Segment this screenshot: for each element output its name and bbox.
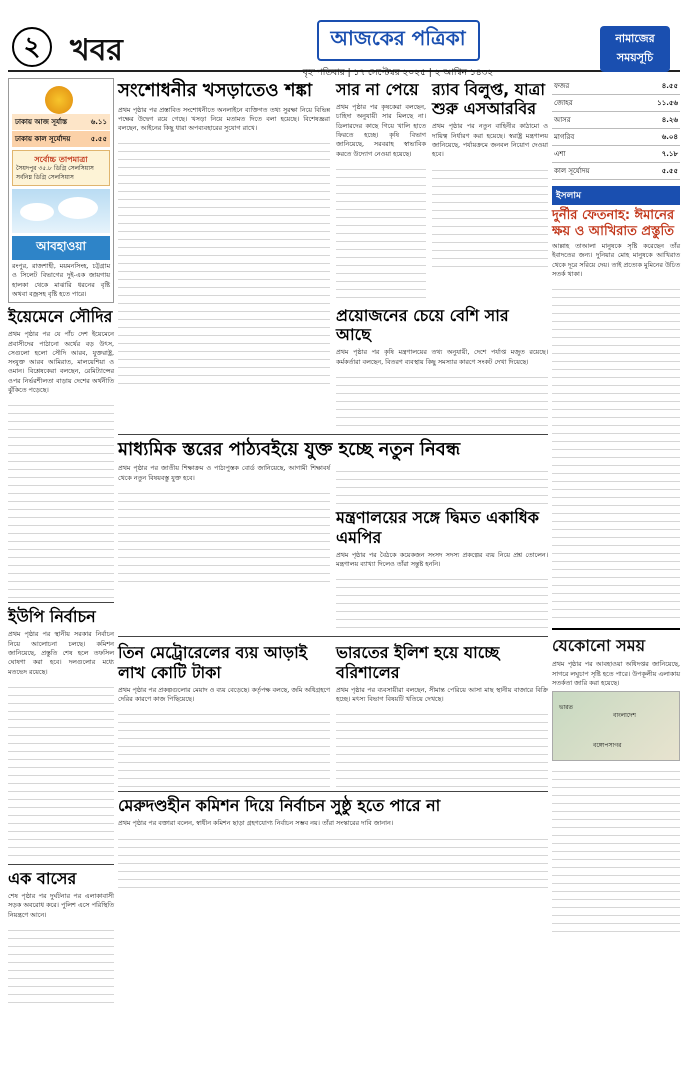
story-text-filler (336, 464, 548, 504)
story-text-filler (336, 572, 548, 632)
story-heading[interactable]: মন্ত্রণালয়ের সঙ্গে দ্বিমত একাধিক এমপির (336, 508, 539, 547)
issue-date: বৃহস্পতিবার | ১৭ সেপ্টেম্বর ২০২৫ | ২ আশ্বিন ১৪৩২ (302, 68, 494, 78)
masthead (8, 20, 680, 78)
sunset-row: ঢাকায় আজ সূর্যাস্ত ৬.১১ (12, 114, 110, 130)
story-heading[interactable]: যেকোনো সময় (552, 628, 680, 660)
prayer-row: মাগরিব ৬.০৪ (552, 129, 680, 146)
story-text: প্রথম পৃষ্ঠার পর আবহাওয়া অধিদপ্তর জানিয়েছে, সাগরে লঘুচাপ সৃষ্টি হতে পারে। উপকূলীয় এলাকায় সতর্কতা জারি করা হয়েছে। (552, 660, 680, 687)
story-text: প্রথম পৃষ্ঠার পর কৃষি মন্ত্রণালয়ের তথ্য অনুযায়ী, দেশে পর্যাপ্ত মজুত রয়েছে। কর্মকর্তারা বলছেন, বিতরণ ব্যবস্থায় কিছু সমস্যার কারণে সংকট দেখা দিয়েছে। (336, 348, 548, 366)
story-text-filler (336, 370, 548, 430)
prayer-row: আসর ৪.২৬ (552, 112, 680, 129)
story-text-filler (8, 398, 114, 598)
story-text: প্রথম পৃষ্ঠার পর কৃষকেরা বলছেন, চাহিদা অনুযায়ী সার মিলছে না। ডিলারদের কাছে গিয়ে খালি হাতে ফিরতে হচ্ছে। কৃষি বিভাগ জানিয়েছে, সরবরাহ স্বাভাবিক করতে উদ্যোগ নেওয়া হয়েছে। (336, 103, 426, 158)
brand (298, 20, 498, 80)
story-text: প্রথম পৃষ্ঠার পর যে পাঁচ দেশ ইয়েমেনে প্রবাসীদের পাঠানো অর্থের বড় উৎস, সেগুলো হলো সৌদি আরব, যুক্তরাষ্ট্র, সংযুক্ত আরব আমিরাত, মালয়েশিয়া ও ওমান। বিশ্লেষকেরা বলছেন, রেমিট্যান্সের ওপর নির্ভরশীলতা বাড়ায় দেশের অর্থনীতি ঝুঁকিতে পড়েছে। (8, 330, 114, 394)
story-text: শেষ পৃষ্ঠার পর দুর্ঘটনার পর এলাকাবাসী সড়ক অবরোধ করে। পুলিশ এসে পরিস্থিতি নিয়ন্ত্রণে আনে। (8, 892, 114, 919)
right-column (552, 78, 680, 934)
story-text: প্রথম পৃষ্ঠার পর নতুন বাহিনীর কাঠামো ও দায়িত্ব নির্ধারণ করা হয়েছে। স্বরাষ্ট্র মন্ত্রণালয় জানিয়েছে, পর্যায়ক্রমে জনবল নিয়োগ দেওয়া হবে। (432, 122, 548, 159)
prayer-row: কাল সূর্যোদয় ৫.৫৫ (552, 163, 680, 180)
islam-text: আল্লাহ তাআলা মানুষকে সৃষ্টি করেছেন তাঁর ইবাদতের জন্য। দুনিয়ার মোহ মানুষকে আখিরাত থেকে দূরে সরিয়ে দেয়। তাই প্রত্যেক মুমিনের উচিত সতর্ক থাকা। (552, 242, 680, 279)
prayer-row: এশা ৭.১৮ (552, 146, 680, 163)
islam-section-tag: ইসলাম (552, 186, 680, 205)
cloud-icon (12, 189, 110, 233)
story-text: প্রথম পৃষ্ঠার পর প্রস্তাবিত সংশোধনীতে অনলাইনে ব্যক্তিগত তথ্য সুরক্ষা নিয়ে বিভিন্ন পক্ষের উদ্বেগ রয়ে গেছে। খসড়া নিয়ে মতামত দিতে বলা হয়েছে। বিশেষজ্ঞরা বলছেন, আইনের কিছু ধারা অপব্যবহারের সুযোগ রাখে। (118, 105, 330, 133)
forecast-text: রংপুর, রাজশাহী, ময়মনসিংহ, চট্টগ্রাম ও সিলেট বিভাগের দুই-এক জায়গায় হালকা থেকে মাঝারি ধরনের বৃষ্টি অথবা বজ্রসহ বৃষ্টি হতে পারে। (12, 261, 110, 298)
page-number: ২ (12, 24, 58, 67)
story-text-filler (432, 163, 548, 273)
section-title: খবর (70, 33, 123, 68)
story-text-filler (118, 832, 548, 892)
story-text-filler (118, 707, 330, 787)
islam-heading[interactable]: দুর্নীর ফেতনাহ: ঈমানের ক্ষয় ও আখিরাত প্রস্তুতি (552, 208, 675, 239)
story-heading[interactable]: সার না পেয়ে (336, 80, 419, 99)
story-heading[interactable]: র‌্যাব বিলুপ্ত, যাত্রা শুরু এসআরবির (432, 80, 546, 119)
story-text-filler (8, 680, 114, 860)
story-text-filler (336, 162, 426, 302)
prayer-row: জোহর ১১.৫৬ (552, 95, 680, 112)
newspaper-logo[interactable]: আজকের পত্রিকা (317, 20, 480, 61)
story-heading[interactable]: তিন মেট্রোরেলের ব্যয় আড়াই লাখ কোটি টাকা (118, 643, 308, 682)
prayer-schedule-title: নামাজের সময়সূচি (600, 26, 670, 72)
sunrise-row: ঢাকায় কাল সূর্যোদয় ৫.৫৫ (12, 131, 110, 147)
story-text-filler (552, 282, 680, 622)
story-text-filler (552, 764, 680, 934)
story-heading[interactable]: ইয়েমেনে সৌদির (8, 307, 113, 327)
story-heading[interactable]: মেরুদণ্ডহীন কমিশন দিয়ে নির্বাচন সুষ্ঠু হতে পারে না (118, 796, 441, 816)
story-text: প্রথম পৃষ্ঠার পর ব্যবসায়ীরা বলছেন, সীমান্ত পেরিয়ে আসা মাছ স্থানীয় বাজারে বিক্রি হচ্ছে। মৎস্য বিভাগ বিষয়টি খতিয়ে দেখছে। (336, 685, 548, 703)
story-text-filler (118, 486, 330, 586)
story-text-filler (118, 136, 330, 386)
story-text: প্রথম পৃষ্ঠার পর জাতীয় শিক্ষাক্রম ও পাঠ্যপুস্তক বোর্ড জানিয়েছে, আগামী শিক্ষাবর্ষ থেকে নতুন বিষয়বস্তু যুক্ত হবে। (118, 464, 330, 482)
story-heading[interactable]: ভারতের ইলিশ হয়ে যাচ্ছে বরিশালের (336, 643, 500, 682)
story-text: প্রথম পৃষ্ঠার পর বক্তারা বলেন, স্বাধীন কমিশন ছাড়া গ্রহণযোগ্য নির্বাচন সম্ভব নয়। তাঁরা সংস্কারের দাবি জানান। (118, 819, 394, 828)
prayer-times-table (552, 78, 680, 180)
weather-box (8, 78, 114, 303)
sun-icon (31, 82, 91, 112)
forecast-title: আবহাওয়া (12, 236, 110, 260)
story-heading[interactable]: ইউপি নির্বাচন (8, 607, 96, 627)
story-text: প্রথম পৃষ্ঠার পর বৈঠকে কয়েকজন সংসদ সদস্য প্রকল্পের ব্যয় নিয়ে প্রশ্ন তোলেন। মন্ত্রণালয় ব্যাখ্যা দিলেও তাঁরা সন্তুষ্ট হননি। (336, 550, 548, 569)
story-text: প্রথম পৃষ্ঠার পর প্রকল্পগুলোর মেয়াদ ও ব্যয় বেড়েছে। কর্তৃপক্ষ বলছে, জমি অধিগ্রহণে দেরির কারণে কাজ পিছিয়েছে। (118, 685, 330, 703)
main-column (118, 78, 548, 892)
prayer-row: ফজর ৪.৫৫ (552, 78, 680, 95)
story-heading[interactable]: সংশোধনীর খসড়াতেও শঙ্কা (118, 80, 313, 101)
temperature-alert: সর্বোচ্চ তাপমাত্রা সৈয়দপুর ৩৫.৮ ডিগ্রি সেলসিয়াস সর্বনিম্ন ডিগ্রি সেলসিয়াস (12, 150, 110, 186)
story-text-filler (336, 707, 548, 787)
story-heading[interactable]: প্রয়োজনের চেয়ে বেশি সার আছে (336, 305, 509, 345)
story-text-filler (8, 923, 114, 1003)
story-heading[interactable]: মাধ্যমিক স্তরের পাঠ্যবইয়ে যুক্ত হচ্ছে নতুন নিবন্ধ (118, 438, 461, 460)
weather-map: বঙ্গোপসাগর ভারত বাংলাদেশ (552, 691, 680, 761)
story-heading[interactable]: এক বাসের (8, 868, 77, 888)
left-column (8, 78, 114, 1003)
story-text: প্রথম পৃষ্ঠার পর স্থানীয় সরকার নির্বাচন নিয়ে আলোচনা চলছে। কমিশন জানিয়েছে, প্রস্তুতি শেষ হলে তফসিল ঘোষণা করা হবে। দলগুলোর মধ্যে মতভেদ রয়েছে। (8, 630, 114, 676)
